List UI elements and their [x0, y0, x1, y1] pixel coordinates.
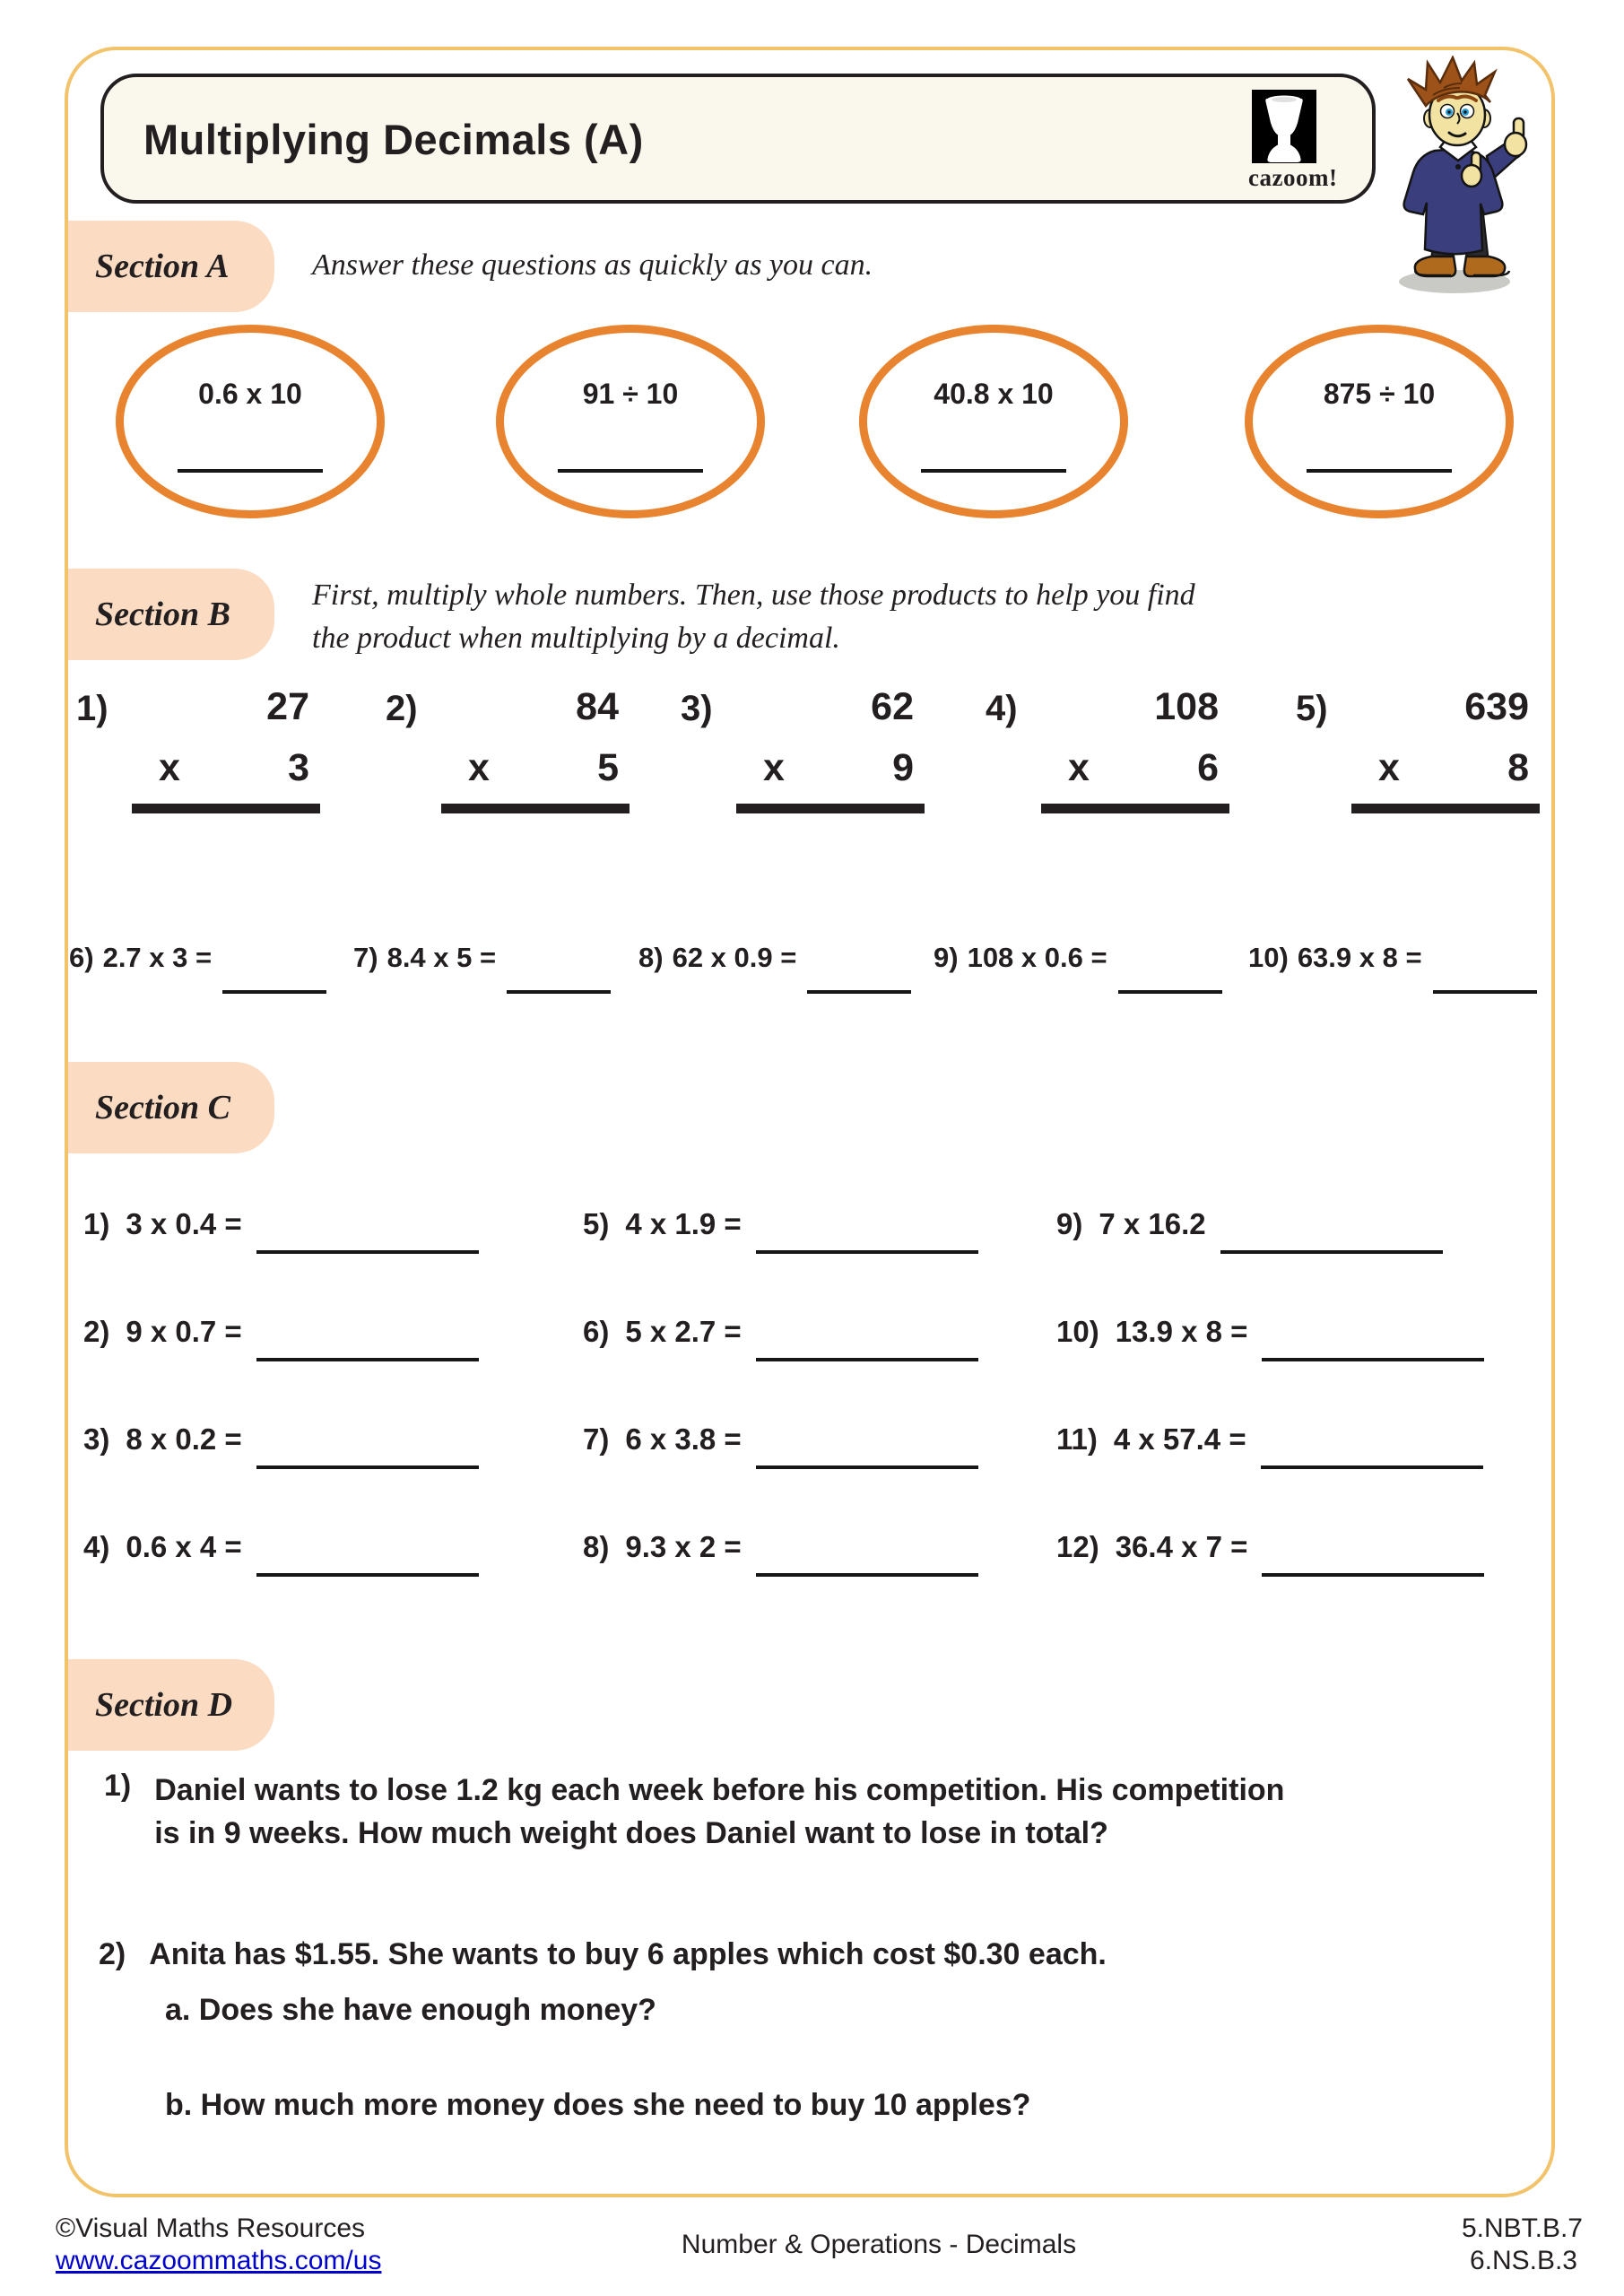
answer-blank[interactable] [1041, 804, 1229, 813]
problem-number: 8) [638, 942, 664, 973]
answer-blank[interactable] [807, 990, 911, 994]
answer-blank[interactable] [921, 469, 1066, 473]
oval-problem-expression: 875 ÷ 10 [1323, 378, 1436, 410]
multiplier: 9 [892, 746, 914, 789]
multiplier: 6 [1197, 746, 1219, 789]
answer-blank[interactable] [1262, 1573, 1484, 1577]
c-problem-9 [1056, 1207, 1443, 1241]
c-problem-5 [583, 1207, 978, 1241]
problem-expression: 9 x 0.7 = [126, 1315, 242, 1348]
website-link[interactable]: www.cazoommaths.com/us [56, 2246, 382, 2275]
answer-blank[interactable] [256, 1573, 479, 1577]
section-d-label: Section D [95, 1686, 233, 1724]
section-a-instruction: Answer these questions as quickly as you can. [312, 248, 873, 282]
problem-number: 5) [1296, 689, 1328, 728]
multiply-sign: x [1378, 746, 1400, 789]
answer-blank[interactable] [1261, 1465, 1483, 1469]
multiplicand: 84 [576, 685, 619, 728]
brand-name: cazoom! [1248, 164, 1338, 191]
multiplicand: 639 [1464, 685, 1529, 728]
oval-problem-3 [859, 325, 1128, 518]
problem-expression: 5 x 2.7 = [625, 1315, 742, 1348]
section-c-label: Section C [95, 1089, 230, 1126]
problem-number: 6) [583, 1315, 610, 1348]
problem-number: 12) [1056, 1530, 1099, 1563]
problem-number: 8) [583, 1530, 610, 1563]
answer-blank[interactable] [256, 1250, 479, 1254]
problem-number: 1) [104, 1769, 132, 1803]
section-b-tab [68, 569, 274, 660]
answer-blank[interactable] [222, 990, 326, 994]
vertical-problem-1 [67, 685, 309, 813]
c-problem-12 [1056, 1530, 1484, 1564]
multiply-sign: x [1068, 746, 1090, 789]
answer-blank[interactable] [1118, 990, 1222, 994]
problem-expression: 4 x 1.9 = [625, 1207, 742, 1240]
c-problem-2 [83, 1315, 479, 1349]
section-d-tab [68, 1659, 274, 1751]
problem-number: 5) [583, 1207, 610, 1240]
answer-blank[interactable] [256, 1465, 479, 1469]
problem-number: 6) [69, 942, 94, 973]
problem-number: 7) [353, 942, 378, 973]
answer-blank[interactable] [256, 1358, 479, 1361]
copyright-text: ©Visual Maths Resources [56, 2213, 366, 2243]
problem-number: 1) [83, 1207, 110, 1240]
section-b-label: Section B [95, 596, 230, 633]
multiplicand: 108 [1154, 685, 1219, 728]
problem-expression: 62 x 0.9 = [672, 942, 797, 973]
inline-problem-6 [69, 942, 326, 974]
inline-problem-7 [353, 942, 611, 974]
footer-topic: Number & Operations - Decimals [681, 2230, 1077, 2259]
problem-expression: 3 x 0.4 = [126, 1207, 242, 1240]
multiply-sign: x [159, 746, 180, 789]
answer-blank[interactable] [736, 804, 925, 813]
problem-number: 4) [986, 689, 1018, 728]
oval-problem-expression: 0.6 x 10 [198, 378, 302, 410]
inline-problem-10 [1248, 942, 1537, 974]
problem-number: 10) [1056, 1315, 1099, 1348]
vertical-problem-3 [672, 685, 914, 813]
problem-expression: 8.4 x 5 = [386, 942, 497, 973]
c-problem-3 [83, 1422, 479, 1457]
problem-number: 2) [386, 689, 418, 728]
answer-blank[interactable] [1307, 469, 1452, 473]
problem-expression: 0.6 x 4 = [126, 1530, 242, 1563]
word-problem-2a: a. Does she have enough money? [165, 1993, 656, 2027]
problem-expression: 6 x 3.8 = [625, 1422, 742, 1456]
c-problem-8 [583, 1530, 978, 1564]
problem-number: 11) [1056, 1422, 1098, 1456]
c-problem-1 [83, 1207, 479, 1241]
multiplier: 8 [1507, 746, 1529, 789]
answer-blank[interactable] [1220, 1250, 1443, 1254]
vertical-problem-4 [977, 685, 1219, 813]
vertical-problem-5 [1287, 685, 1529, 813]
cazoom-logo [1248, 90, 1338, 192]
multiply-sign: x [763, 746, 785, 789]
multiplier: 5 [597, 746, 619, 789]
oval-problem-1 [116, 325, 385, 518]
problem-number: 9) [1056, 1207, 1083, 1240]
problem-number: 2) [83, 1315, 110, 1348]
section-a-tab [68, 221, 274, 312]
section-b-instruction-line1: First, multiply whole numbers. Then, use those products to help you find [312, 578, 1195, 612]
answer-blank[interactable] [441, 804, 630, 813]
inline-problem-8 [638, 942, 911, 974]
vertical-problem-2 [377, 685, 619, 813]
problem-expression: 108 x 0.6 = [967, 942, 1107, 973]
oval-problem-2 [496, 325, 765, 518]
standard-code-2: 6.NS.B.3 [1469, 2246, 1577, 2275]
answer-blank[interactable] [132, 804, 320, 813]
c-problem-4 [83, 1530, 479, 1564]
answer-blank[interactable] [1433, 990, 1537, 994]
section-a-label: Section A [95, 248, 230, 285]
page-title: Multiplying Decimals (A) [143, 116, 644, 163]
problem-text [154, 1769, 1284, 1855]
standard-code-1: 5.NBT.B.7 [1461, 2213, 1583, 2243]
problem-number: 9) [934, 942, 959, 973]
problem-number: 3) [681, 689, 713, 728]
mascot-boy-illustration [1381, 56, 1542, 304]
drum-icon [1252, 90, 1316, 163]
c-problem-6 [583, 1315, 978, 1349]
multiplier: 3 [288, 746, 309, 789]
word-problem-1 [104, 1769, 1284, 1855]
inline-problem-9 [934, 942, 1222, 974]
answer-blank[interactable] [558, 469, 703, 473]
problem-expression: 8 x 0.2 = [126, 1422, 242, 1456]
c-problem-10 [1056, 1315, 1484, 1349]
problem-expression: 2.7 x 3 = [102, 942, 213, 973]
problem-expression: 7 x 16.2 [1099, 1207, 1206, 1240]
multiplicand: 62 [871, 685, 914, 728]
problem-text-line1: Daniel wants to lose 1.2 kg each week before his competition. His competition [154, 1773, 1285, 1807]
multiply-sign: x [468, 746, 490, 789]
oval-problem-expression: 91 ÷ 10 [582, 378, 679, 410]
problem-text: Anita has $1.55. She wants to buy 6 apples which cost $0.30 each. [149, 1937, 1107, 1971]
section-b-instruction [312, 574, 1195, 660]
problem-expression: 13.9 x 8 = [1115, 1315, 1248, 1348]
problem-number: 2) [99, 1937, 126, 1971]
oval-problem-4 [1245, 325, 1514, 518]
answer-blank[interactable] [1351, 804, 1540, 813]
problem-number: 4) [83, 1530, 110, 1563]
multiplicand: 27 [266, 685, 309, 728]
section-c-tab [68, 1062, 274, 1153]
problem-expression: 36.4 x 7 = [1115, 1530, 1248, 1563]
answer-blank[interactable] [756, 1465, 978, 1469]
answer-blank[interactable] [178, 469, 323, 473]
answer-blank[interactable] [756, 1358, 978, 1361]
answer-blank[interactable] [756, 1250, 978, 1254]
problem-expression: 4 x 57.4 = [1113, 1422, 1246, 1456]
section-b-instruction-line2: the product when multiplying by a decimal. [312, 622, 840, 655]
problem-text-line2: is in 9 weeks. How much weight does Daniel want to lose in total? [154, 1816, 1108, 1850]
problem-number: 10) [1248, 942, 1289, 973]
answer-blank[interactable] [507, 990, 611, 994]
problem-number: 1) [76, 689, 109, 728]
problem-number: 7) [583, 1422, 610, 1456]
word-problem-2 [99, 1937, 1107, 1972]
oval-problem-expression: 40.8 x 10 [934, 378, 1054, 410]
word-problem-2b: b. How much more money does she need to buy 10 apples? [165, 2088, 1031, 2122]
problem-expression: 63.9 x 8 = [1297, 942, 1422, 973]
title-bar [100, 74, 1376, 204]
c-problem-7 [583, 1422, 978, 1457]
problem-number: 3) [83, 1422, 110, 1456]
answer-blank[interactable] [1262, 1358, 1484, 1361]
answer-blank[interactable] [756, 1573, 978, 1577]
c-problem-11 [1056, 1422, 1483, 1457]
problem-expression: 9.3 x 2 = [625, 1530, 742, 1563]
